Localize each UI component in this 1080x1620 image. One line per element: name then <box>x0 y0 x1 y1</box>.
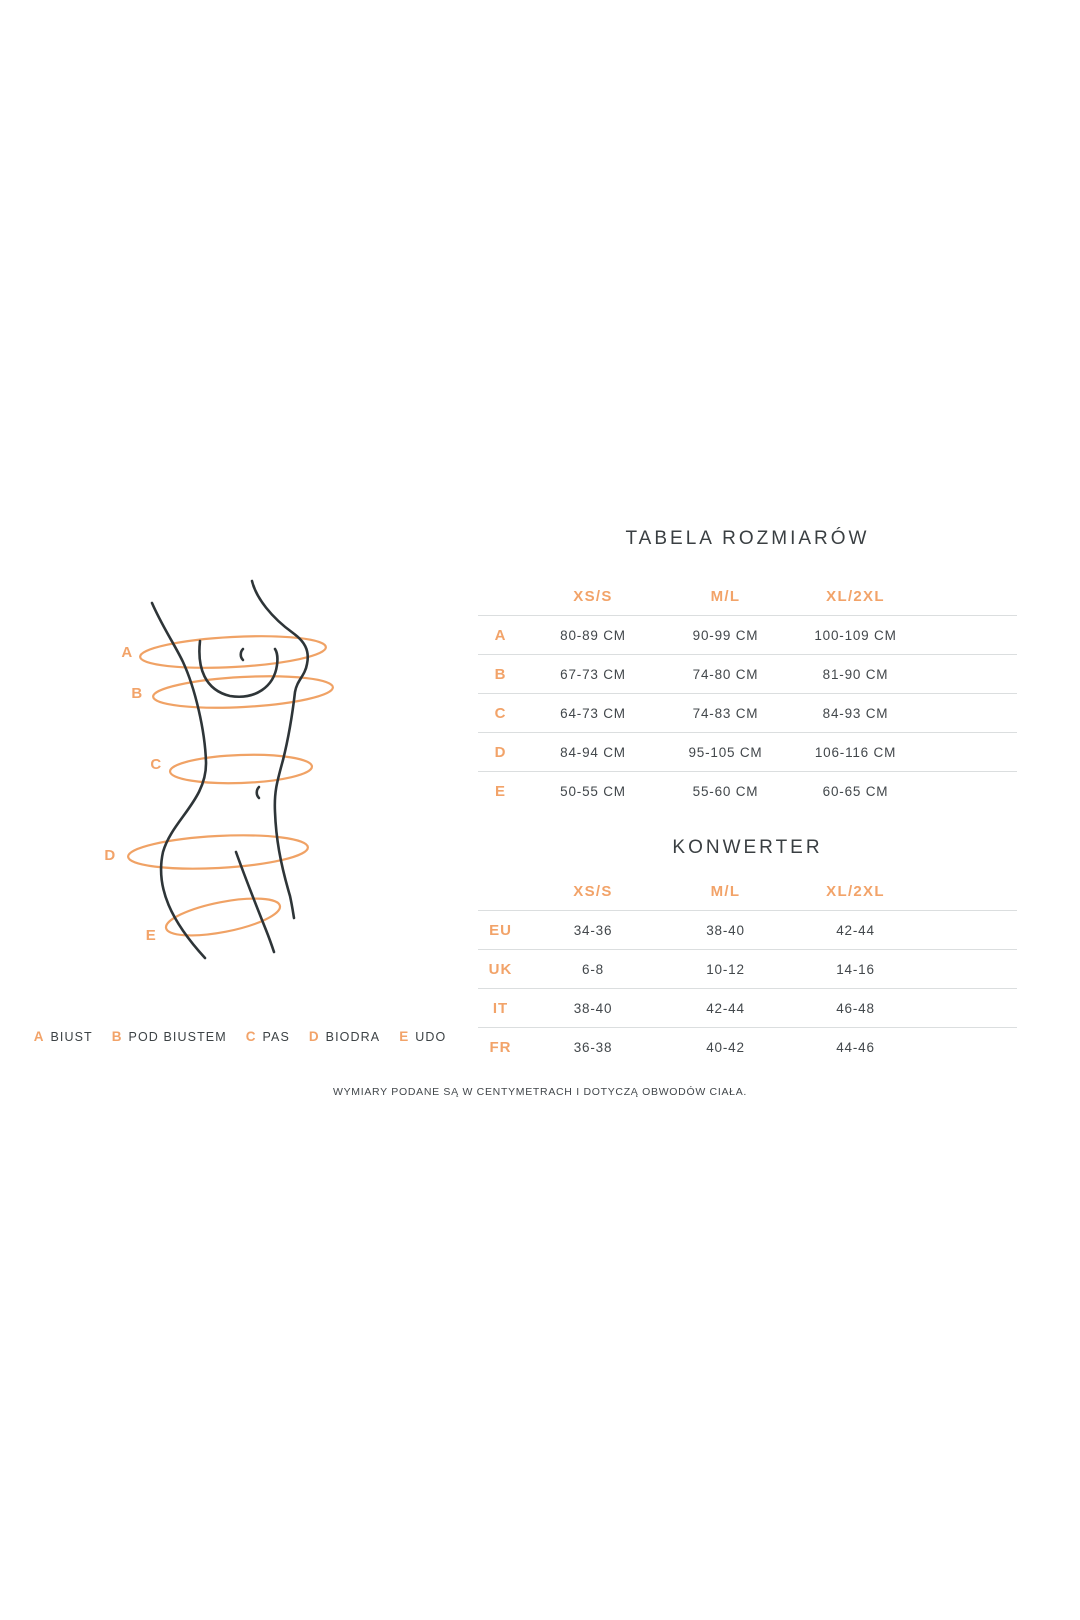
converter-row-label: IT <box>492 999 509 1017</box>
legend-letter: B <box>111 1029 122 1044</box>
converter-cell: 38-40 <box>573 1000 613 1016</box>
converter-row-label: EU <box>489 921 512 939</box>
size-cell: 106-116 CM <box>814 744 897 760</box>
size-table-row-e <box>478 772 1017 810</box>
legend-label: UDO <box>415 1030 447 1044</box>
measurement-legend <box>30 1029 450 1044</box>
body-measurement-diagram <box>90 560 340 970</box>
converter-header-xss: XS/S <box>573 882 613 900</box>
legend-letter: D <box>308 1029 319 1044</box>
nipple-mark <box>241 649 243 660</box>
waist-ellipse <box>170 753 313 786</box>
thigh-ellipse <box>163 891 283 943</box>
legend-label: PAS <box>262 1030 290 1044</box>
size-table-row-c <box>478 694 1017 733</box>
size-cell: 84-94 CM <box>560 744 626 760</box>
converter-cell: 38-40 <box>706 922 745 938</box>
size-cell: 50-55 CM <box>560 783 626 799</box>
body-front-line <box>252 581 308 918</box>
size-row-label: B <box>494 665 507 683</box>
size-row-label: A <box>494 626 507 644</box>
figure-marker-b: B <box>131 685 143 702</box>
figure-marker-c: C <box>150 756 162 773</box>
tables-column <box>478 527 1017 1066</box>
legend-label: POD BIUSTEM <box>128 1030 227 1044</box>
size-table-row-a <box>478 616 1017 655</box>
navel-mark <box>257 787 259 798</box>
converter-row-label: UK <box>488 960 513 978</box>
converter-cell: 46-48 <box>836 1000 875 1016</box>
legend-label: BIUST <box>50 1030 93 1044</box>
legend-item-pod-biustem <box>112 1029 227 1044</box>
converter-table-header-row <box>478 872 1017 911</box>
converter-row-it <box>478 989 1017 1028</box>
size-cell: 67-73 CM <box>560 666 626 682</box>
converter-row-fr <box>478 1028 1017 1066</box>
size-cell: 95-105 CM <box>688 744 763 760</box>
size-header-xl2xl: XL/2XL <box>826 587 885 605</box>
inner-thigh-line <box>236 852 274 952</box>
converter-row-eu <box>478 911 1017 950</box>
size-cell: 80-89 CM <box>560 627 626 643</box>
converter-cell: 6-8 <box>582 961 604 977</box>
converter-cell: 40-42 <box>706 1039 745 1055</box>
converter-header-xl2xl: XL/2XL <box>826 882 885 900</box>
converter-cell: 42-44 <box>706 1000 745 1016</box>
legend-item-pas <box>246 1029 290 1044</box>
converter-cell: 36-38 <box>573 1039 613 1055</box>
converter-cell: 10-12 <box>706 961 745 977</box>
size-row-label: E <box>494 782 506 800</box>
size-cell: 64-73 CM <box>560 705 626 721</box>
size-cell: 100-109 CM <box>814 627 897 643</box>
converter-header-ml: M/L <box>710 882 741 900</box>
underbust-ellipse <box>152 672 333 711</box>
figure-marker-a: A <box>121 644 133 661</box>
size-cell: 90-99 CM <box>692 627 759 643</box>
legend-letter: C <box>245 1029 256 1044</box>
converter-cell: 42-44 <box>836 922 875 938</box>
measurement-footnote: WYMIARY PODANE SĄ W CENTYMETRACH I DOTYCZĄ OBWODÓW CIAŁA. <box>332 1086 748 1098</box>
size-cell: 84-93 CM <box>822 705 889 721</box>
size-table-title: TABELA ROZMIARÓW <box>625 528 870 549</box>
size-cell: 74-83 CM <box>692 705 759 721</box>
size-cell: 81-90 CM <box>822 666 889 682</box>
size-table-row-d <box>478 733 1017 772</box>
legend-item-biust <box>34 1029 93 1044</box>
converter-cell: 34-36 <box>573 922 613 938</box>
converter-table-title: KONWERTER <box>672 837 823 858</box>
size-header-xss: XS/S <box>573 587 613 605</box>
converter-cell: 14-16 <box>836 961 875 977</box>
converter-row-label: FR <box>489 1038 512 1056</box>
size-table-header-row <box>478 577 1017 616</box>
converter-row-uk <box>478 950 1017 989</box>
legend-letter: E <box>399 1029 409 1044</box>
breast-curve <box>199 641 277 697</box>
legend-label: BIODRA <box>325 1030 381 1044</box>
legend-item-udo <box>399 1029 446 1044</box>
legend-item-biodra <box>309 1029 380 1044</box>
figure-marker-e: E <box>145 927 157 944</box>
size-cell: 74-80 CM <box>692 666 759 682</box>
size-cell: 60-65 CM <box>822 783 889 799</box>
size-cell: 55-60 CM <box>692 783 759 799</box>
size-row-label: C <box>494 704 507 722</box>
legend-letter: A <box>33 1029 44 1044</box>
converter-cell: 44-46 <box>836 1039 875 1055</box>
size-table-row-b <box>478 655 1017 694</box>
size-header-ml: M/L <box>710 587 741 605</box>
figure-marker-d: D <box>104 847 116 864</box>
size-row-label: D <box>494 743 507 761</box>
